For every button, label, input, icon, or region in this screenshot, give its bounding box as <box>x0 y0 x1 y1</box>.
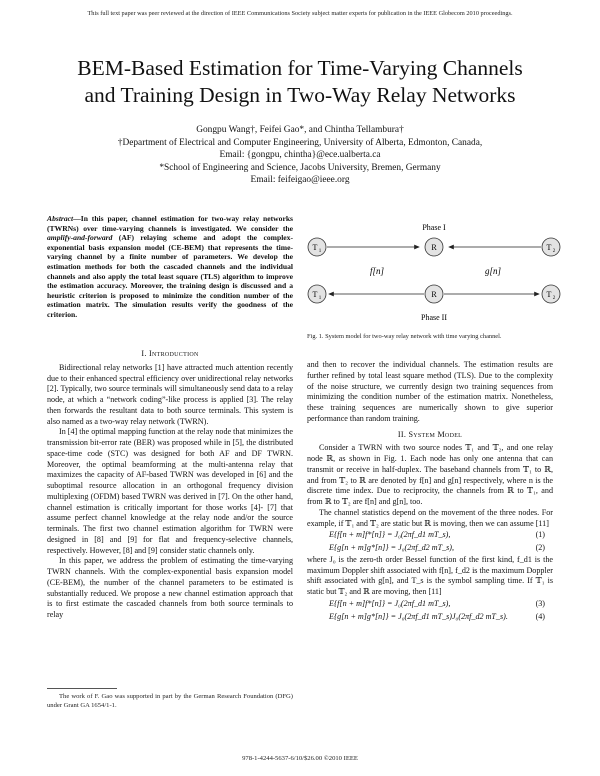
author-block <box>40 124 560 187</box>
equation-2-number: (2) <box>535 543 545 552</box>
intro-paragraph-3: In this paper, we address the problem of estimating the time-varying TWRN channels. With the complex-exponential basis expansion model (CE-BEM), the number of the channel parameters to be estimated is substantially reduced. We propose a new channel estimation approach that is to first estimate the cascaded channels from both source terminals to relay <box>47 556 293 619</box>
intro-paragraph-2: In [4] the optimal mapping function at the relay node that minimizes the transmission bit-error rate (BER) was proposed while in [5], the distributed space-time code (STC) was designed for both AF and DF TWRN. Moreover, the optimal beamforming at the multi-antenna relay that maximizes the capacity of AF-based TWRN was developed in [6] and the suboptimal resource allocation in an orthogonal frequency division multiplexing (OFDM) based TWRN was derived in [7]. On the other hand, channel estimation is critically important for those works [4]- [7] that assume perfect channel knowledge at the relay node and/or the source terminals. The first two channel estimation algorithm for TWRN were designed in [8] and [9] for flat and frequency-selective channels, respectively. However, [8] and [9] consider static channels only. <box>47 427 293 555</box>
system-model-paragraph-2: The channel statistics depend on the movement of the three nodes. For example, if 𝕋₁ and 𝕋₂ are static but ℝ is moving, then we can assume [11] <box>307 507 553 528</box>
title-line-1: BEM-Based Estimation for Time-Varying Channels <box>77 56 523 80</box>
email-1: Email: {gongpu, chintha}@ece.ualberta.ca <box>219 150 381 161</box>
title-line-2: and Training Design in Two-Way Relay Networks <box>84 83 516 107</box>
equation-2 <box>307 542 553 555</box>
node-t1-label: T <box>312 243 318 252</box>
equation-3-number: (3) <box>535 598 545 608</box>
equation-3 <box>307 598 553 611</box>
abstract-text-2: (AF) relaying scheme and adopt the complex-exponential basis expansion model (CE-BEM) that represents the time-varying channel by a finite number of parameters. We develop the estimation methods for both the cascaded channels and the individual channels and also apply the total least square (TLS) algorithm to improve the estimation accuracy. Moreover, the training design is discussed and a heuristic criterion is proposed to minimize the condition number of the estimation matrix. The simulation results verify the goodness of the criterion. <box>47 233 293 319</box>
abstract-emphasis: amplify-and-forward <box>47 233 113 243</box>
conference-header: This full text paper was peer reviewed at the direction of IEEE Communications Society subject matter experts for publication in the IEEE Globecom 2010 proceedings. <box>87 10 513 17</box>
email-2: Email: feifeigao@ieee.org <box>250 175 350 186</box>
system-model-figure <box>305 214 563 326</box>
equation-1-number: (1) <box>535 530 545 540</box>
right-paragraph-1: and then to recover the individual channels. The estimation results are further refined by total least square method (TLS). Due to the complexity of the noise structure, we currently design two training sequences from minimizing the condition number of the estimation matrix. Nonetheless, these training sequences are numerically shown to give superior performance than random training. <box>307 360 553 423</box>
node-t2-label-2: T <box>546 290 552 299</box>
section-2-heading: II. System Model <box>397 429 463 439</box>
left-column <box>47 349 293 621</box>
copyright-line: 978-1-4244-5637-6/10/$26.00 ©2010 IEEE <box>242 755 358 762</box>
node-t1-label-2: T <box>312 290 318 299</box>
abstract <box>47 214 293 320</box>
author-names: Gongpu Wang†, Feifei Gao*, and Chintha Tellambura† <box>196 125 404 135</box>
equation-2-body: E{g[n + m]g*[n]} = J₀(2πf_d2 mT_s), <box>329 543 454 552</box>
node-t2-sub: 2 <box>552 249 556 254</box>
figure-caption: Fig. 1. System model for two-way relay network with time varying channel. <box>307 333 502 340</box>
node-t2-sub-2: 2 <box>552 296 556 301</box>
node-t1-sub: 1 <box>318 249 322 254</box>
affiliation-1: †Department of Electrical and Computer Engineering, University of Alberta, Edmonton, Canada, <box>117 137 483 148</box>
right-column <box>307 360 553 623</box>
footnote-rule <box>47 688 117 689</box>
system-model-paragraph-3: where J₀ is the zero-th order Bessel function of the first kind, f_d1 is the maximum Doppler shift associated with f[n], f_d2 is the maximum Doppler shift associated with g[n], and T_s is the symbol sampling time. If 𝕋₁ is static but 𝕋₂ and ℝ are moving, then [11] <box>307 554 553 596</box>
phase-2-label: Phase II <box>421 313 447 322</box>
paper-title <box>30 55 570 109</box>
equation-4 <box>307 611 553 624</box>
funding-footnote: The work of F. Gao was supported in part by the German Research Foundation (DFG) under Grant GA 1654/1-1. <box>47 693 293 709</box>
channel-f-label: f[n] <box>369 266 385 276</box>
channel-g-label: g[n] <box>484 266 502 276</box>
node-t1-sub-2: 1 <box>318 296 322 301</box>
equation-1-body: E{f[n + m]f*[n]} = J₀(2πf_d1 mT_s), <box>329 530 451 540</box>
section-1-heading: I. Introduction <box>141 349 199 358</box>
intro-paragraph-1: Bidirectional relay networks [1] have attracted much attention recently due to their enhanced spectral efficiency over unidirectional relay networks [2]. Typically, two source terminals will simultaneously send data to a relay node, at which a “network coding”-like process is applied [3]. The relay then forwards the resultant data to both source terminals. This system is also named as a two-way relay network (TWRN). <box>47 362 293 426</box>
equation-4-number: (4) <box>535 611 545 621</box>
system-model-paragraph-1: Consider a TWRN with two source nodes 𝕋₁ and 𝕋₂, and one relay node ℝ, as shown in Fig. 1. Each node has only one antenna that can transmit or receive in half-duplex. The baseband channels from 𝕋₁ to ℝ, and from 𝕋₂ to ℝ are denoted by f[n] and g[n] respectively, where n is the discrete time index. Due to reciprocity, the channels from ℝ to 𝕋₁, and from ℝ to 𝕋₂ are f[n] and g[n], too. <box>307 443 553 506</box>
node-r-label: R <box>431 243 437 252</box>
node-r-label-2: R <box>431 290 437 299</box>
phase-1-label: Phase I <box>422 223 446 232</box>
node-t2-label: T <box>546 243 552 252</box>
equation-1 <box>307 529 553 542</box>
affiliation-2: *School of Engineering and Science, Jacobs University, Bremen, Germany <box>159 162 441 173</box>
abstract-text-1: —In this paper, channel estimation for two-way relay networks (TWRNs) over time-varying channels is investigated. We consider the <box>47 214 293 233</box>
equation-3-body: E{f[n + m]f*[n]} = J₀(2πf_d1 mT_s), <box>329 598 451 608</box>
abstract-label: Abstract <box>47 214 74 223</box>
equation-4-body: E{g[n + m]g*[n]} = J₀(2πf_d1 mT_s)J₀(2πf_d2 mT_s). <box>329 611 508 621</box>
